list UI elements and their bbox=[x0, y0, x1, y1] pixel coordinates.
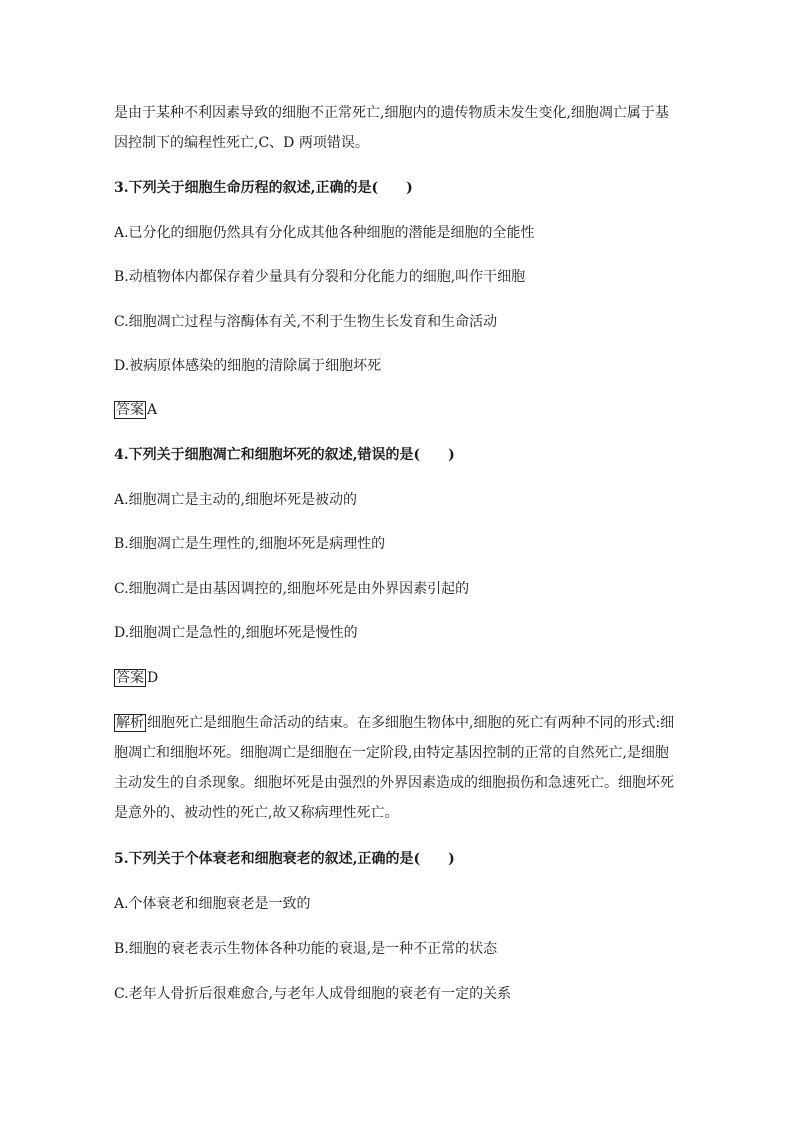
question-3-answer bbox=[114, 401, 157, 419]
question-5-option-b: B.细胞的衰老表示生物体各种功能的衰退,是一种不正常的状态 bbox=[114, 941, 498, 957]
question-4-analysis-line-2: 胞凋亡和细胞坏死。细胞凋亡是细胞在一定阶段,由特定基因控制的正常的自然死亡,是细胞 bbox=[114, 745, 669, 761]
question-4-stem: 4.下列关于细胞凋亡和细胞坏死的叙述,错误的是( ) bbox=[114, 447, 455, 463]
answer-value: D bbox=[147, 670, 159, 686]
question-3-option-b: B.动植物体内都保存着少量具有分裂和分化能力的细胞,叫作干细胞 bbox=[114, 269, 526, 285]
question-4-analysis-line-1 bbox=[114, 714, 674, 732]
question-3-option-a: A.已分化的细胞仍然具有分化成其他各种细胞的潜能是细胞的全能性 bbox=[114, 225, 535, 241]
question-5-option-c: C.老年人骨折后很难愈合,与老年人成骨细胞的衰老有一定的关系 bbox=[114, 986, 512, 1002]
answer-label-box: 答案 bbox=[116, 670, 144, 686]
question-4-analysis-line-3: 主动发生的自杀现象。细胞坏死是由强烈的外界因素造成的细胞损伤和急速死亡。细胞坏死 bbox=[114, 775, 674, 791]
question-4-option-d: D.细胞凋亡是急性的,细胞坏死是慢性的 bbox=[114, 625, 358, 641]
analysis-text: 细胞死亡是细胞生命活动的结束。在多细胞生物体中,细胞的死亡有两种不同的形式:细 bbox=[147, 715, 675, 731]
answer-label-box: 答案 bbox=[116, 402, 144, 418]
question-3-stem: 3.下列关于细胞生命历程的叙述,正确的是( ) bbox=[114, 180, 413, 196]
question-5-option-a: A.个体衰老和细胞衰老是一致的 bbox=[114, 896, 311, 912]
question-5-stem: 5.下列关于个体衰老和细胞衰老的叙述,正确的是( ) bbox=[114, 851, 455, 867]
question-3-option-c: C.细胞凋亡过程与溶酶体有关,不利于生物生长发育和生命活动 bbox=[114, 314, 498, 330]
answer-value: A bbox=[147, 402, 158, 418]
analysis-label-box: 解析 bbox=[116, 715, 144, 731]
intro-line-1: 是由于某种不利因素导致的细胞不正常死亡,细胞内的遗传物质未发生变化,细胞凋亡属于基 bbox=[114, 105, 669, 121]
question-4-analysis-line-4: 是意外的、被动性的死亡,故又称病理性死亡。 bbox=[114, 805, 399, 821]
question-4-option-a: A.细胞凋亡是主动的,细胞坏死是被动的 bbox=[114, 492, 358, 508]
question-4-option-c: C.细胞凋亡是由基因调控的,细胞坏死是由外界因素引起的 bbox=[114, 581, 470, 597]
question-4-option-b: B.细胞凋亡是生理性的,细胞坏死是病理性的 bbox=[114, 536, 386, 552]
intro-line-2: 因控制下的编程性死亡,C、D 两项错误。 bbox=[114, 135, 369, 151]
question-3-option-d: D.被病原体感染的细胞的清除属于细胞坏死 bbox=[114, 358, 382, 374]
question-4-answer bbox=[114, 669, 158, 687]
